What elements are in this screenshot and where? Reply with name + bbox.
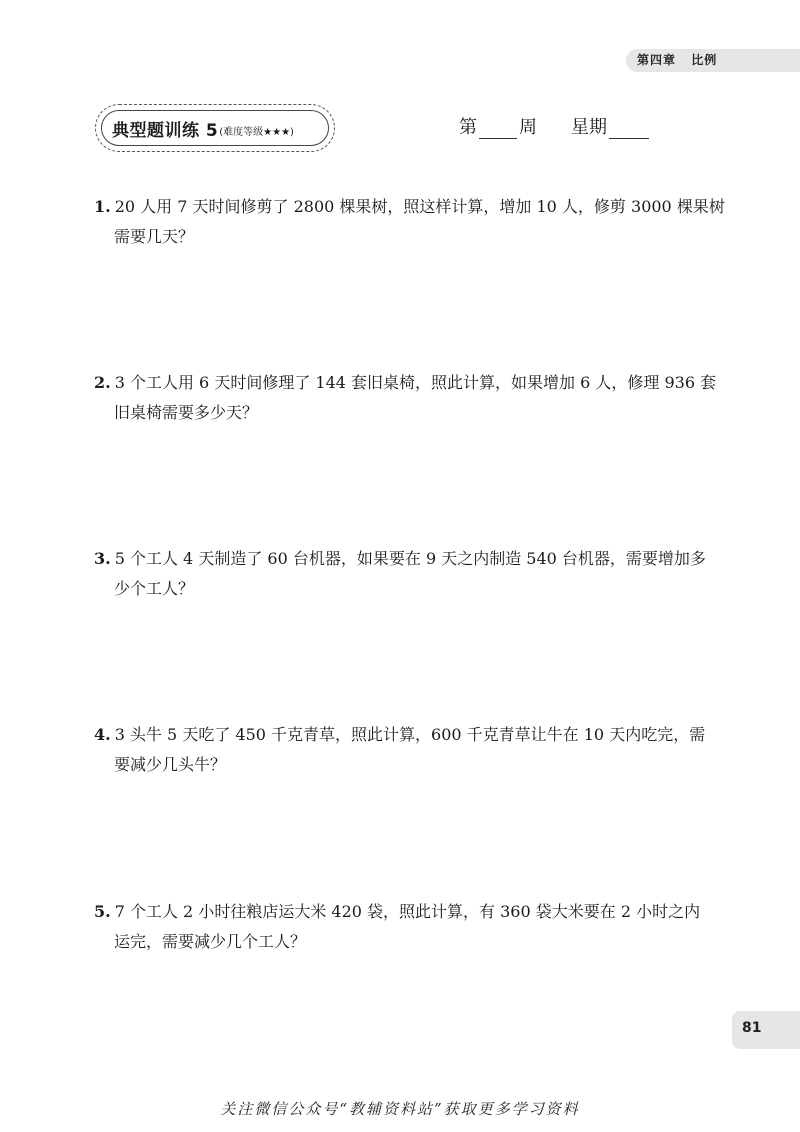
question-number: 1. <box>94 197 111 216</box>
question-4 <box>94 720 734 780</box>
section-title-inner <box>101 110 329 146</box>
question-text-cont: 少个工人？ <box>114 579 195 598</box>
question-text: 7 个工人 2 小时往粮店运大米 420 袋，照此计算，有 360 袋大米要在 2 小时之内 <box>114 902 701 921</box>
question-number: 4. <box>94 725 111 744</box>
question-text: 3 个工人用 6 天时间修理了 144 套旧桌椅，照此计算，如果增加 6 人，修理 936 套 <box>114 373 717 392</box>
question-text-cont: 要减少几头牛？ <box>114 755 227 774</box>
chapter-header <box>637 51 717 68</box>
section-title-box <box>95 104 335 152</box>
week-fill-line <box>459 113 649 139</box>
question-5 <box>94 897 734 957</box>
section-title: 典型题训练 5 <box>112 120 219 141</box>
question-text: 3 头牛 5 天吃了 450 千克青草，照此计算，600 千克青草让牛在 10 天内吃完，需 <box>114 725 706 744</box>
question-number: 5. <box>94 902 111 921</box>
page-number: 81 <box>742 1020 762 1036</box>
question-text: 5 个工人 4 天制造了 60 台机器，如果要在 9 天之内制造 540 台机器，需要增加多 <box>114 549 706 568</box>
question-1-line1 <box>94 192 734 222</box>
week-prefix: 第 <box>459 117 477 138</box>
topic-label: 比例 <box>691 53 718 67</box>
question-2 <box>94 368 734 428</box>
question-text-cont: 运完，需要减少几个工人？ <box>114 932 307 951</box>
question-number: 3. <box>94 549 111 568</box>
question-3-line1 <box>94 544 734 574</box>
weekday-label: 星期 <box>571 117 607 138</box>
question-text-cont: 需要几天？ <box>114 227 195 246</box>
question-text-cont: 旧桌椅需要多少天？ <box>114 403 259 422</box>
week-number-blank[interactable] <box>479 118 517 139</box>
question-2-line1 <box>94 368 734 398</box>
question-4-line1 <box>94 720 734 750</box>
question-5-line1 <box>94 897 734 927</box>
difficulty-label: (难度等级★★★) <box>219 126 294 138</box>
weekday-blank[interactable] <box>609 118 649 139</box>
question-3 <box>94 544 734 604</box>
chapter-label: 第四章 <box>637 53 677 67</box>
question-text: 20 人用 7 天时间修剪了 2800 棵果树，照这样计算，增加 10 人，修剪 3000 棵果树 <box>114 197 725 216</box>
question-1 <box>94 192 734 252</box>
question-number: 2. <box>94 373 111 392</box>
week-suffix: 周 <box>519 117 537 138</box>
footer-note: 关注微信公众号“教辅资料站”获取更多学习资料 <box>220 1100 580 1118</box>
